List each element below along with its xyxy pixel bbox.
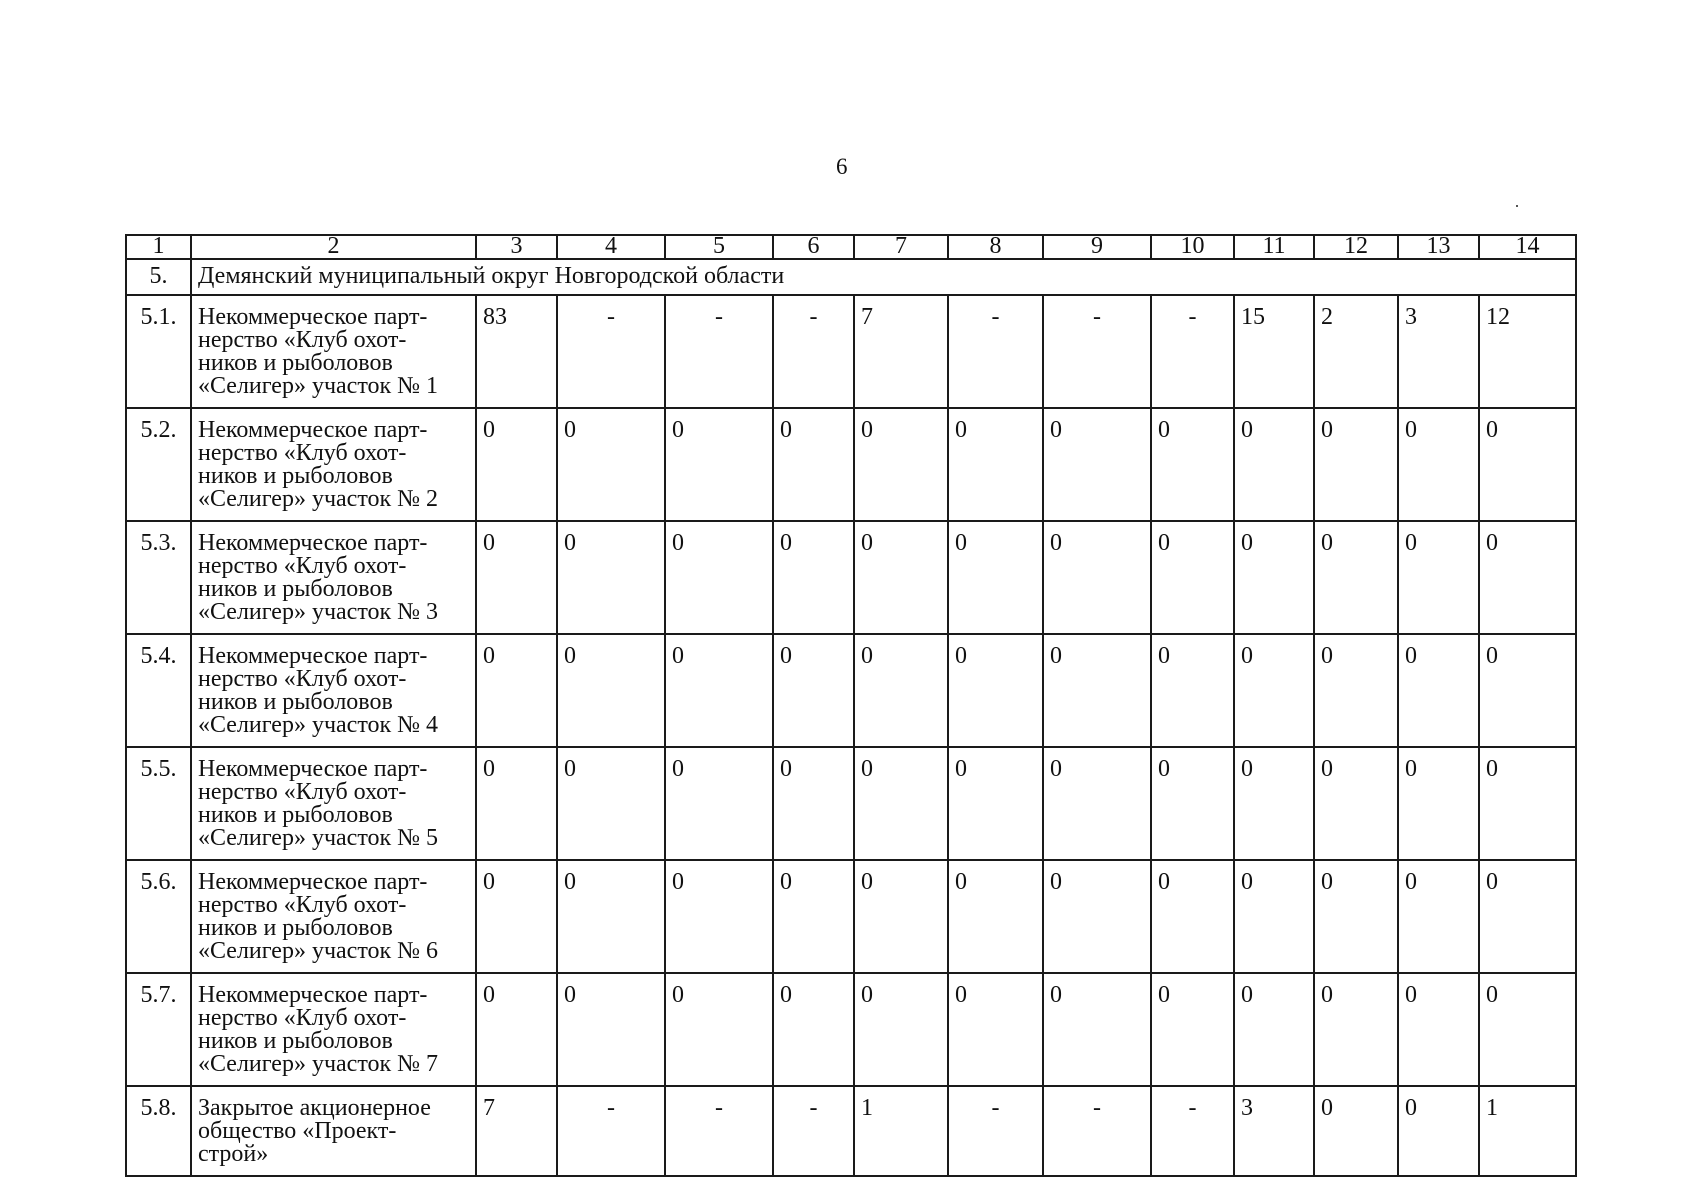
value-cell: 0 <box>557 860 665 973</box>
table-body <box>126 235 1576 1176</box>
value-cell: 1 <box>854 1086 948 1176</box>
value-cell: 0 <box>1479 860 1576 973</box>
value-cell: 0 <box>1043 747 1151 860</box>
row-number: 5.8. <box>126 1086 191 1176</box>
row-name: Некоммерческое парт- нерство «Клуб охот- ников и рыболовов «Селигер» участок № 4 <box>191 634 476 747</box>
value-cell: 0 <box>1234 408 1314 521</box>
value-cell: 0 <box>854 521 948 634</box>
value-cell: - <box>1043 1086 1151 1176</box>
row-name: Некоммерческое парт- нерство «Клуб охот- ников и рыболовов «Селигер» участок № 6 <box>191 860 476 973</box>
value-cell: 0 <box>1234 747 1314 860</box>
value-cell: 0 <box>557 634 665 747</box>
value-cell: 0 <box>948 747 1043 860</box>
header-cell: 8 <box>948 235 1043 259</box>
row-name: Некоммерческое парт- нерство «Клуб охот- ников и рыболовов «Селигер» участок № 2 <box>191 408 476 521</box>
value-cell: 15 <box>1234 295 1314 408</box>
value-cell: 0 <box>1398 634 1479 747</box>
value-cell: 0 <box>1479 521 1576 634</box>
value-cell: 0 <box>773 747 854 860</box>
header-row <box>126 235 1576 259</box>
table-row <box>126 1086 1576 1176</box>
value-cell: 0 <box>1151 860 1234 973</box>
value-cell: 0 <box>1043 521 1151 634</box>
row-number: 5.7. <box>126 973 191 1086</box>
header-cell: 2 <box>191 235 476 259</box>
value-cell: 0 <box>1398 973 1479 1086</box>
header-cell: 14 <box>1479 235 1576 259</box>
value-cell: 0 <box>665 634 773 747</box>
value-cell: 0 <box>1479 747 1576 860</box>
value-cell: 0 <box>476 521 557 634</box>
value-cell: 0 <box>773 521 854 634</box>
value-cell: 0 <box>476 973 557 1086</box>
value-cell: 0 <box>1043 860 1151 973</box>
value-cell: 0 <box>1151 973 1234 1086</box>
value-cell: 0 <box>476 860 557 973</box>
value-cell: 0 <box>557 973 665 1086</box>
value-cell: 12 <box>1479 295 1576 408</box>
table-row <box>126 521 1576 634</box>
value-cell: - <box>1151 295 1234 408</box>
value-cell: 0 <box>948 973 1043 1086</box>
value-cell: 0 <box>1043 973 1151 1086</box>
header-cell: 9 <box>1043 235 1151 259</box>
value-cell: 0 <box>1234 521 1314 634</box>
value-cell: 0 <box>1479 973 1576 1086</box>
value-cell: 0 <box>773 860 854 973</box>
value-cell: 2 <box>1314 295 1398 408</box>
value-cell: 0 <box>948 860 1043 973</box>
header-cell: 3 <box>476 235 557 259</box>
value-cell: - <box>773 295 854 408</box>
value-cell: - <box>948 1086 1043 1176</box>
value-cell: 0 <box>476 747 557 860</box>
value-cell: 0 <box>1398 747 1479 860</box>
value-cell: 0 <box>1043 408 1151 521</box>
section-title: Демянский муниципальный округ Новгородской области <box>191 259 1576 295</box>
row-name: Некоммерческое парт- нерство «Клуб охот- ников и рыболовов «Селигер» участок № 7 <box>191 973 476 1086</box>
value-cell: 0 <box>1151 747 1234 860</box>
value-cell: 7 <box>854 295 948 408</box>
row-name: Некоммерческое парт- нерство «Клуб охот- ников и рыболовов «Селигер» участок № 3 <box>191 521 476 634</box>
value-cell: 0 <box>1314 747 1398 860</box>
table-row <box>126 860 1576 973</box>
row-number: 5.2. <box>126 408 191 521</box>
value-cell: 0 <box>665 408 773 521</box>
value-cell: - <box>665 1086 773 1176</box>
table-row <box>126 295 1576 408</box>
value-cell: 3 <box>1234 1086 1314 1176</box>
value-cell: 0 <box>1398 408 1479 521</box>
value-cell: 0 <box>1234 860 1314 973</box>
value-cell: 0 <box>665 747 773 860</box>
header-cell: 7 <box>854 235 948 259</box>
table-row <box>126 408 1576 521</box>
table-row <box>126 634 1576 747</box>
value-cell: 0 <box>476 634 557 747</box>
value-cell: 0 <box>557 521 665 634</box>
value-cell: 0 <box>948 634 1043 747</box>
value-cell: 7 <box>476 1086 557 1176</box>
data-table <box>125 234 1577 1177</box>
value-cell: 0 <box>665 973 773 1086</box>
value-cell: 0 <box>1234 973 1314 1086</box>
row-number: 5.4. <box>126 634 191 747</box>
value-cell: 0 <box>854 747 948 860</box>
value-cell: - <box>1043 295 1151 408</box>
header-cell: 1 <box>126 235 191 259</box>
value-cell: 0 <box>476 408 557 521</box>
value-cell: 0 <box>665 860 773 973</box>
value-cell: 0 <box>1314 521 1398 634</box>
value-cell: 0 <box>557 747 665 860</box>
value-cell: - <box>948 295 1043 408</box>
value-cell: - <box>557 1086 665 1176</box>
value-cell: 1 <box>1479 1086 1576 1176</box>
value-cell: - <box>665 295 773 408</box>
value-cell: 0 <box>773 634 854 747</box>
value-cell: 0 <box>1479 408 1576 521</box>
value-cell: 0 <box>665 521 773 634</box>
header-cell: 4 <box>557 235 665 259</box>
value-cell: 0 <box>1314 634 1398 747</box>
value-cell: 0 <box>948 521 1043 634</box>
row-number: 5.5. <box>126 747 191 860</box>
table-row <box>126 973 1576 1086</box>
value-cell: 0 <box>1398 521 1479 634</box>
value-cell: 0 <box>948 408 1043 521</box>
header-cell: 12 <box>1314 235 1398 259</box>
value-cell: 0 <box>1398 860 1479 973</box>
value-cell: 0 <box>1314 1086 1398 1176</box>
header-cell: 13 <box>1398 235 1479 259</box>
value-cell: 0 <box>1151 521 1234 634</box>
value-cell: - <box>773 1086 854 1176</box>
row-number: 5.3. <box>126 521 191 634</box>
value-cell: 0 <box>1151 634 1234 747</box>
value-cell: 83 <box>476 295 557 408</box>
row-number: 5.1. <box>126 295 191 408</box>
value-cell: 0 <box>1479 634 1576 747</box>
value-cell: - <box>1151 1086 1234 1176</box>
table-row <box>126 747 1576 860</box>
value-cell: 0 <box>773 408 854 521</box>
value-cell: 0 <box>1314 860 1398 973</box>
value-cell: 0 <box>1398 1086 1479 1176</box>
value-cell: - <box>557 295 665 408</box>
value-cell: 0 <box>773 973 854 1086</box>
value-cell: 0 <box>1234 634 1314 747</box>
section-number: 5. <box>126 259 191 295</box>
value-cell: 3 <box>1398 295 1479 408</box>
header-cell: 5 <box>665 235 773 259</box>
value-cell: 0 <box>854 973 948 1086</box>
value-cell: 0 <box>854 408 948 521</box>
value-cell: 0 <box>854 860 948 973</box>
section-row <box>126 259 1576 295</box>
header-cell: 10 <box>1151 235 1234 259</box>
value-cell: 0 <box>854 634 948 747</box>
value-cell: 0 <box>1043 634 1151 747</box>
value-cell: 0 <box>1314 973 1398 1086</box>
row-name: Закрытое акционерное общество «Проект- строй» <box>191 1086 476 1176</box>
row-name: Некоммерческое парт- нерство «Клуб охот- ников и рыболовов «Селигер» участок № 5 <box>191 747 476 860</box>
header-cell: 11 <box>1234 235 1314 259</box>
value-cell: 0 <box>557 408 665 521</box>
row-name: Некоммерческое парт- нерство «Клуб охот- ников и рыболовов «Селигер» участок № 1 <box>191 295 476 408</box>
row-number: 5.6. <box>126 860 191 973</box>
header-cell: 6 <box>773 235 854 259</box>
scan-speck <box>1516 205 1518 207</box>
value-cell: 0 <box>1151 408 1234 521</box>
page-number: 6 <box>836 154 848 179</box>
value-cell: 0 <box>1314 408 1398 521</box>
